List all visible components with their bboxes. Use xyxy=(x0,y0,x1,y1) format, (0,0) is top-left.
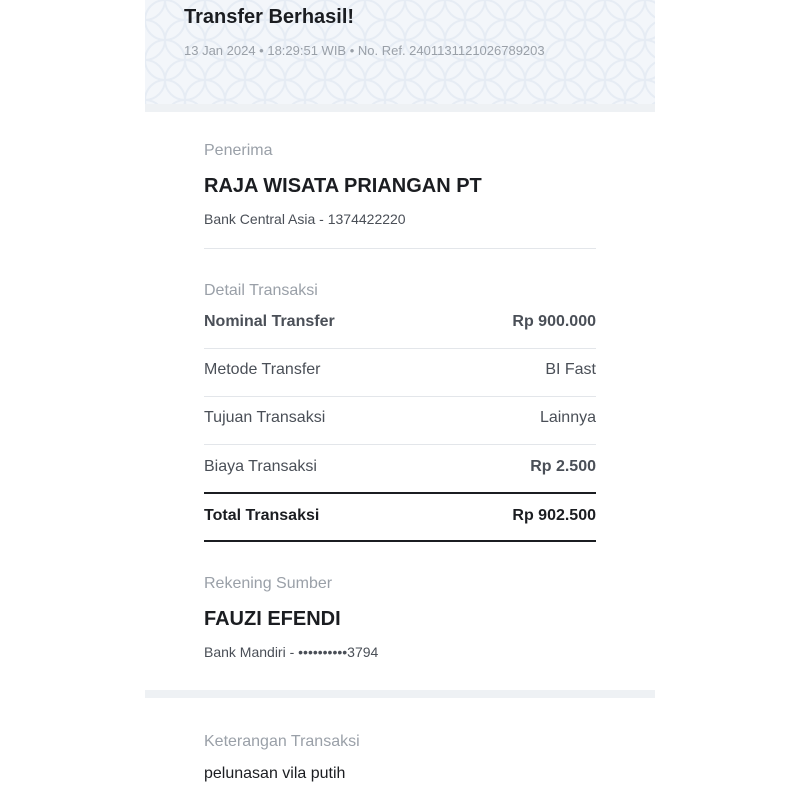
receipt-header xyxy=(145,0,655,104)
total-key: Total Transaksi xyxy=(204,507,320,524)
detail-value: Lainnya xyxy=(539,409,596,426)
note-label: Keterangan Transaksi xyxy=(204,733,360,750)
detail-row-nominal xyxy=(204,311,596,333)
total-value: Rp 902.500 xyxy=(512,507,596,524)
transfer-receipt xyxy=(145,0,655,800)
detail-value: Rp 900.000 xyxy=(512,313,596,330)
detail-key: Biaya Transaksi xyxy=(204,458,317,475)
detail-row-fee xyxy=(204,456,596,478)
detail-key: Metode Transfer xyxy=(204,361,321,378)
divider xyxy=(204,248,596,249)
section-divider xyxy=(145,104,655,112)
detail-key: Tujuan Transaksi xyxy=(204,409,326,426)
recipient-bank-account: Bank Central Asia - 1374422220 xyxy=(204,211,406,227)
divider xyxy=(204,348,596,349)
divider xyxy=(204,396,596,397)
source-name: FAUZI EFENDI xyxy=(204,608,341,630)
source-label: Rekening Sumber xyxy=(204,575,333,592)
detail-row-purpose xyxy=(204,407,596,429)
detail-row-total xyxy=(204,505,596,527)
note-text: pelunasan vila putih xyxy=(204,765,346,782)
source-bank-account: Bank Mandiri - ••••••••••3794 xyxy=(204,644,379,660)
page-title: Transfer Berhasil! xyxy=(184,6,355,28)
detail-value: BI Fast xyxy=(545,361,596,378)
details-label: Detail Transaksi xyxy=(204,282,318,299)
divider xyxy=(204,444,596,445)
detail-key: Nominal Transfer xyxy=(204,313,335,330)
detail-value: Rp 2.500 xyxy=(530,458,596,475)
recipient-name: RAJA WISATA PRIANGAN PT xyxy=(204,175,482,197)
recipient-label: Penerima xyxy=(204,142,273,159)
transaction-meta: 13 Jan 2024 • 18:29:51 WIB • No. Ref. 2401131121026789203 xyxy=(184,43,545,58)
detail-row-method xyxy=(204,359,596,381)
section-divider xyxy=(145,690,655,698)
total-divider xyxy=(204,540,596,542)
total-divider xyxy=(204,492,596,494)
